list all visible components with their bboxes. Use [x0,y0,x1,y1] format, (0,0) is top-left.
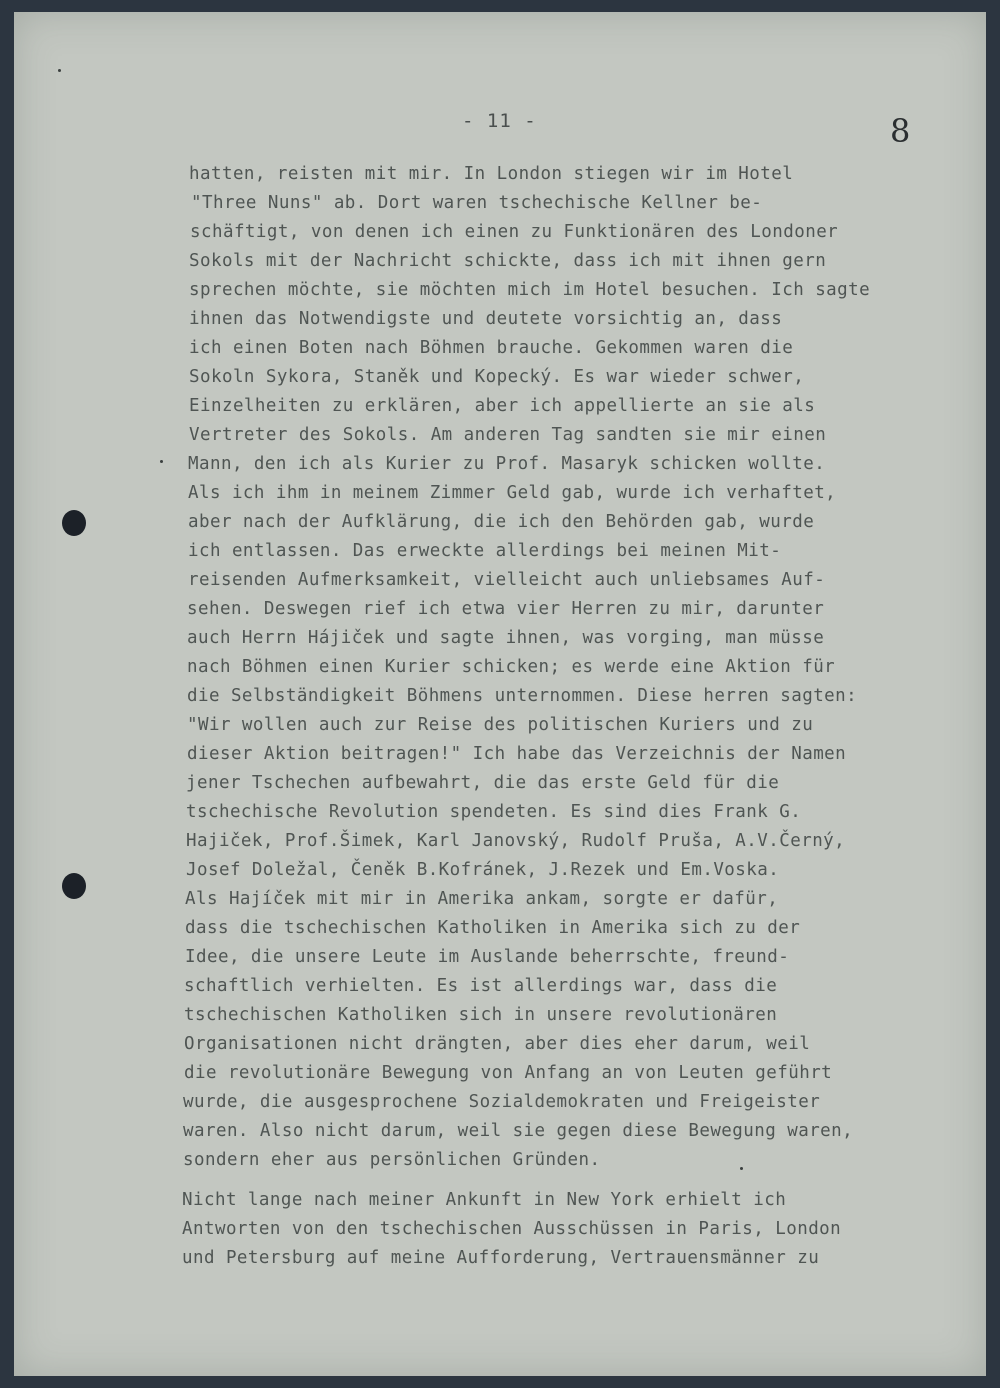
punch-hole [62,510,86,536]
text-line: aber nach der Aufklärung, die ich den Behörden gab, wurde [188,512,815,532]
text-line: Organisationen nicht drängten, aber dies eher darum, weil [184,1034,811,1054]
text-line: tschechische Revolution spendeten. Es sind dies Frank G. [186,802,802,822]
text-line: die Selbständigkeit Böhmens unternommen. Diese herren sagten: [187,686,858,706]
text-line: ich einen Boten nach Böhmen brauche. Gekommen waren die [189,338,794,358]
text-line: "Wir wollen auch zur Reise des politischen Kuriers und zu [187,715,814,735]
page-number: - 11 - [462,110,537,132]
folio-number: 8 [890,112,911,150]
text-line: und Petersburg auf meine Aufforderung, Vertrauensmänner zu [182,1248,820,1268]
text-line: Hajiček, Prof.Šimek, Karl Janovský, Rudolf Pruša, A.V.Černý, [186,831,846,851]
text-line: auch Herrn Hájiček und sagte ihnen, was vorging, man müsse [187,628,825,648]
text-line: sondern eher aus persönlichen Gründen. [183,1150,601,1170]
text-line: Als Hajíček mit mir in Amerika ankam, sorgte er dafür, [185,889,779,909]
text-line: dieser Aktion beitragen!" Ich habe das Verzeichnis der Namen [187,744,847,764]
text-line: Sokols mit der Nachricht schickte, dass ich mit ihnen gern [189,251,827,271]
text-line: dass die tschechischen Katholiken in Amerika sich zu der [185,918,801,938]
punch-hole [62,873,86,899]
text-line: Als ich ihm in meinem Zimmer Geld gab, wurde ich verhaftet, [188,483,837,503]
text-line: schäftigt, von denen ich einen zu Funktionären des Londoner [190,222,839,242]
text-line: sehen. Deswegen rief ich etwa vier Herren zu mir, darunter [187,599,825,619]
paper-speck [58,69,61,72]
paper-speck [160,460,163,463]
text-line: "Three Nuns" ab. Dort waren tschechische Kellner be- [191,193,763,213]
text-line: wurde, die ausgesprochene Sozialdemokraten und Freigeister [183,1092,821,1112]
text-line: jener Tschechen aufbewahrt, die das erste Geld für die [186,773,780,793]
text-line: Josef Doležal, Čeněk B.Kofránek, J.Rezek und Em.Voska. [186,860,780,880]
text-line: reisenden Aufmerksamkeit, vielleicht auch unliebsames Auf- [188,570,826,590]
text-line: Sokoln Sykora, Staněk und Kopecký. Es war wieder schwer, [189,367,805,387]
text-line: nach Böhmen einen Kurier schicken; es werde eine Aktion für [187,657,836,677]
text-line: Antworten von den tschechischen Ausschüssen in Paris, London [182,1219,842,1239]
text-line: die revolutionäre Bewegung von Anfang an von Leuten geführt [184,1063,833,1083]
typewritten-page [14,12,986,1376]
text-line: ihnen das Notwendigste und deutete vorsichtig an, dass [189,309,783,329]
text-line: schaftlich verhielten. Es ist allerdings war, dass die [184,976,778,996]
text-line: sprechen möchte, sie möchten mich im Hotel besuchen. Ich sagte [189,280,871,300]
text-line: Idee, die unsere Leute im Auslande beherrschte, freund- [185,947,790,967]
paper-speck [740,1167,743,1170]
text-line: Einzelheiten zu erklären, aber ich appellierte an sie als [189,396,816,416]
text-line: waren. Also nicht darum, weil sie gegen diese Bewegung waren, [183,1121,854,1141]
text-line: hatten, reisten mit mir. In London stiegen wir im Hotel [189,164,794,184]
text-line: Vertreter des Sokols. Am anderen Tag sandten sie mir einen [189,425,827,445]
text-line: Mann, den ich als Kurier zu Prof. Masaryk schicken wollte. [188,454,826,474]
text-line: tschechischen Katholiken sich in unsere revolutionären [184,1005,778,1025]
text-line: ich entlassen. Das erweckte allerdings bei meinen Mit- [188,541,782,561]
text-line: Nicht lange nach meiner Ankunft in New York erhielt ich [182,1190,787,1210]
